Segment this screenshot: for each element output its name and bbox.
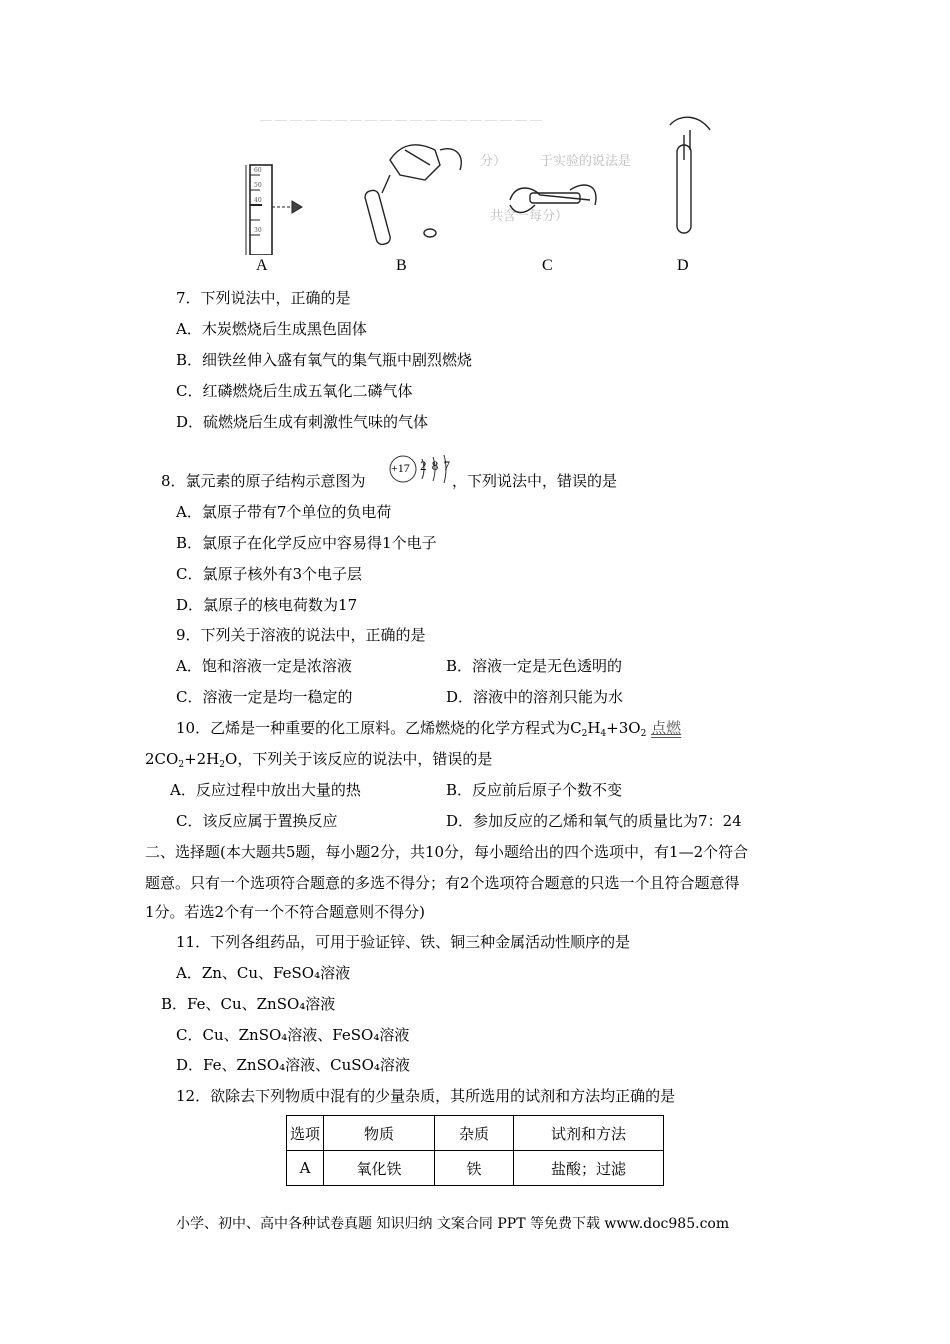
- faint-bleed-2: 共含一每分）: [490, 208, 569, 223]
- cell-substance: 氧化铁: [324, 1151, 435, 1186]
- q10-option-b: B．反应前后原子个数不变: [446, 781, 623, 799]
- faint-bleed-3: 于实验的说法是: [540, 153, 632, 168]
- q9-option-c: C．溶液一定是均一稳定的: [176, 688, 353, 706]
- q8-option-a: A．氯原子带有7个单位的负电荷: [176, 503, 392, 521]
- q7-option-a: A．木炭燃烧后生成黑色固体: [176, 320, 367, 338]
- electron-shells: 2 8 7: [420, 458, 451, 473]
- scale-tick-40: 40: [254, 197, 262, 204]
- q12-stem: 12．欲除去下列物质中混有的少量杂质，其所选用的试剂和方法均正确的是: [176, 1087, 676, 1105]
- scale-tick-60: 60: [254, 167, 262, 174]
- q11-option-b: B．Fe、Cu、ZnSO₄溶液: [161, 995, 336, 1013]
- q8-option-b: B．氯原子在化学反应中容易得1个电子: [176, 534, 437, 552]
- header-substance: 物质: [324, 1116, 435, 1151]
- graduated-cylinder-drawing: [246, 165, 302, 255]
- q8-option-c: C．氯原子核外有3个电子层: [176, 565, 363, 583]
- section2-line1: 二、选择题(本大题共5题，每小题2分，共10分，每小题给出的四个选项中，有1—2个符合: [145, 843, 749, 861]
- q11-option-d: D．Fe、ZnSO₄溶液、CuSO₄溶液: [176, 1056, 410, 1074]
- page-footer: 小学、初中、高中各种试卷真题 知识归纳 文案合同 PPT 等免费下载 www.doc985.com: [176, 1216, 730, 1232]
- header-option: 选项: [287, 1116, 324, 1151]
- q11-option-c: C．Cu、ZnSO₄溶液、FeSO₄溶液: [176, 1026, 410, 1044]
- q11-option-a: A．Zn、Cu、FeSO₄溶液: [176, 964, 351, 982]
- pouring-drawing: [364, 145, 462, 246]
- q7-option-c: C．红磷燃烧后生成五氧化二磷气体: [176, 382, 413, 400]
- nucleus-charge: +17: [391, 461, 410, 475]
- cell-option: A: [287, 1151, 324, 1186]
- cell-impurity: 铁: [435, 1151, 514, 1186]
- figure-label-c: C: [542, 257, 553, 274]
- figure-label-b: B: [396, 257, 407, 274]
- table-row: [287, 1151, 664, 1186]
- scale-tick-50: 50: [254, 182, 262, 189]
- q12-table: [286, 1115, 664, 1186]
- q10-option-d: D．参加反应的乙烯和氧气的质量比为7：24: [446, 812, 742, 830]
- q7-stem: 7．下列说法中，正确的是: [176, 289, 351, 307]
- q11-stem: 11．下列各组药品，可用于验证锌、铁、铜三种金属活动性顺序的是: [176, 933, 631, 951]
- apparatus-illustration: [240, 105, 730, 255]
- header-impurity: 杂质: [435, 1116, 514, 1151]
- q8-option-d: D．氯原子的核电荷数为17: [176, 596, 358, 614]
- faint-bleed-1: 分）: [480, 153, 507, 168]
- svg-text:— — — — — — — — — — — — — — —: — — — — — — — — — — — — — — — — — — —: [260, 112, 542, 126]
- q8-stem-after: ，下列说法中，错误的是: [452, 472, 618, 490]
- section2-line3: 1分。若选2个有一个不符合题意则不得分): [145, 903, 425, 921]
- q10-stem-text: 10．乙烯是一种重要的化工原料。乙烯燃烧的化学方程式为C: [176, 719, 582, 737]
- q9-stem: 9．下列关于溶液的说法中，正确的是: [176, 626, 426, 644]
- q9-option-a: A．饱和溶液一定是浓溶液: [176, 657, 352, 675]
- q9-option-b: B．溶液一定是无色透明的: [446, 657, 623, 675]
- q10-option-c: C．该反应属于置换反应: [176, 812, 338, 830]
- dropper-tube-drawing: [670, 117, 710, 233]
- cell-reagent-method: 盐酸；过滤: [514, 1151, 664, 1186]
- scale-tick-30: 30: [254, 227, 262, 234]
- q8-stem-before: 8．氯元素的原子结构示意图为: [161, 472, 366, 490]
- q10-stem-line2-text: ，下列关于该反应的说法中，错误的是: [237, 750, 493, 768]
- reaction-condition: 点燃: [651, 719, 682, 737]
- q7-option-d: D．硫燃烧后生成有刺激性气味的气体: [176, 413, 429, 431]
- q10-option-a: A．反应过程中放出大量的热: [170, 781, 361, 799]
- figure-label-a: A: [256, 257, 268, 274]
- table-header-row: [287, 1116, 664, 1151]
- figure-label-d: D: [677, 257, 689, 274]
- q9-option-d: D．溶液中的溶剂只能为水: [446, 688, 624, 706]
- q10-stem-line2: $2CO_2+2H_2O$，下列关于该反应的说法中，错误的是: [145, 750, 493, 770]
- q7-option-b: B．细铁丝伸入盛有氧气的集气瓶中剧烈燃烧: [176, 351, 473, 369]
- header-reagent-method: 试剂和方法: [514, 1116, 664, 1151]
- section2-line2: 题意。只有一个选项符合题意的多选不得分；有2个选项符合题意的只选一个且符合题意得: [145, 874, 740, 892]
- q10-stem-line1: 10．乙烯是一种重要的化工原料。乙烯燃烧的化学方程式为$C_2H_4+3O_2$ 点燃: [176, 719, 682, 739]
